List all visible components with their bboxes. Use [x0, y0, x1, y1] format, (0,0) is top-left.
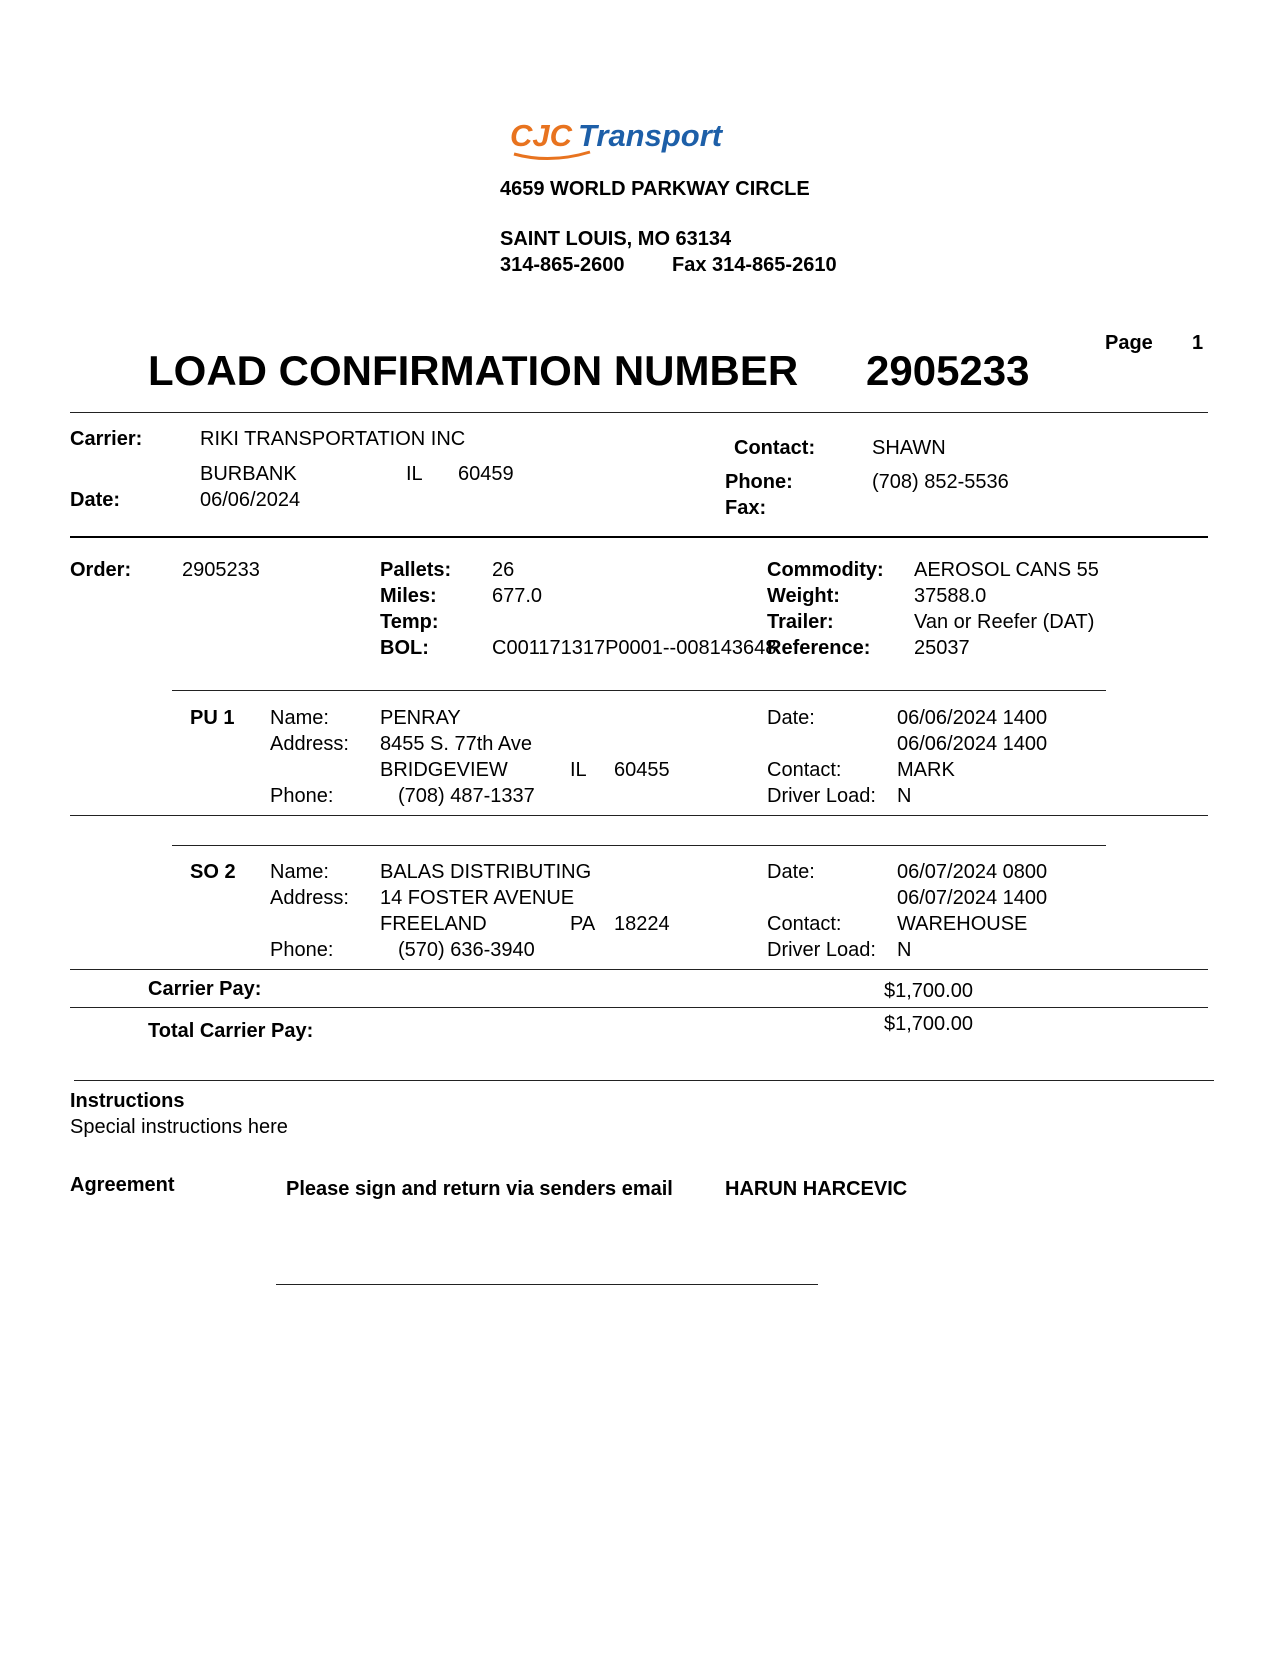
agreement-signer: HARUN HARCEVIC	[725, 1178, 908, 1200]
divider-stop1-top	[172, 690, 1106, 691]
divider-stop2-top	[172, 845, 1106, 846]
stop-city: BRIDGEVIEW	[380, 759, 508, 781]
divider-header	[70, 412, 1208, 413]
company-phone: 314-865-2600	[500, 254, 625, 276]
pallets-value: 26	[492, 559, 515, 581]
carrier-fax-label: Fax:	[725, 497, 767, 519]
reference-label: Reference:	[767, 637, 871, 659]
bol-value: C001171317P0001--008143648	[492, 637, 777, 659]
agreement-label: Agreement	[70, 1174, 175, 1196]
bol-label: BOL:	[380, 637, 429, 659]
stop-name-label: Name:	[270, 707, 329, 729]
instructions-label: Instructions	[70, 1090, 185, 1112]
stop-name-label: Name:	[270, 861, 329, 883]
carrier-pay-label: Carrier Pay:	[148, 978, 262, 1000]
divider-stop2-bottom	[70, 969, 1208, 970]
page-number: 1	[1192, 332, 1204, 354]
carrier-contact: SHAWN	[872, 437, 946, 459]
company-logo	[510, 116, 810, 168]
stop-phone-label: Phone:	[270, 785, 334, 807]
stop-driver-load: N	[897, 939, 912, 961]
weight-value: 37588.0	[914, 585, 987, 607]
stop-code: SO 2	[190, 861, 236, 883]
stop-date-2: 06/06/2024 1400	[897, 733, 1048, 755]
document-title: LOAD CONFIRMATION NUMBER	[148, 347, 799, 394]
stop-phone: (570) 636-3940	[398, 939, 535, 961]
divider-instructions	[74, 1080, 1214, 1081]
carrier-state: IL	[406, 463, 423, 485]
stop-name: PENRAY	[380, 707, 461, 729]
company-address-line1: 4659 WORLD PARKWAY CIRCLE	[500, 178, 810, 200]
signature-line	[276, 1284, 818, 1285]
carrier-date-label: Date:	[70, 489, 121, 511]
carrier-phone-label: Phone:	[725, 471, 793, 493]
stop-driver-load-label: Driver Load:	[767, 785, 876, 807]
carrier-phone: (708) 852-5536	[872, 471, 1009, 493]
stop-date-1: 06/06/2024 1400	[897, 707, 1048, 729]
stop-driver-load-label: Driver Load:	[767, 939, 876, 961]
stop-city: FREELAND	[380, 913, 487, 935]
miles-value: 677.0	[492, 585, 543, 607]
stop-contact: MARK	[897, 759, 955, 781]
divider-carrier	[70, 536, 1208, 538]
carrier-city: BURBANK	[200, 463, 297, 485]
stop-phone-label: Phone:	[270, 939, 334, 961]
divider-pay	[70, 1007, 1208, 1008]
commodity-value: AEROSOL CANS 55	[914, 559, 1099, 581]
stop-zip: 60455	[614, 759, 670, 781]
temp-label: Temp:	[380, 611, 439, 633]
stop-name: BALAS DISTRIBUTING	[380, 861, 592, 883]
stop-code: PU 1	[190, 707, 235, 729]
carrier-contact-label: Contact:	[734, 437, 816, 459]
company-address-line2: SAINT LOUIS, MO 63134	[500, 228, 732, 250]
company-fax: Fax 314-865-2610	[672, 254, 837, 276]
carrier-pay-amount: $1,700.00	[884, 980, 973, 1002]
stop-driver-load: N	[897, 785, 912, 807]
stop-address-label: Address:	[270, 733, 349, 755]
stop-phone: (708) 487-1337	[398, 785, 535, 807]
stop-state: PA	[570, 913, 596, 935]
carrier-date: 06/06/2024	[200, 489, 301, 511]
stop-contact: WAREHOUSE	[897, 913, 1028, 935]
total-carrier-pay-amount: $1,700.00	[884, 1013, 973, 1035]
trailer-label: Trailer:	[767, 611, 834, 633]
stop-zip: 18224	[614, 913, 670, 935]
stop-date-2: 06/07/2024 1400	[897, 887, 1048, 909]
stop-contact-label: Contact:	[767, 759, 842, 781]
divider-stop1-bottom	[70, 815, 1208, 816]
stop-date-label: Date:	[767, 707, 815, 729]
agreement-text: Please sign and return via senders email	[286, 1178, 673, 1200]
logo-text-transport: Transport	[578, 118, 723, 153]
order-label: Order:	[70, 559, 132, 581]
page-label: Page	[1105, 332, 1153, 354]
stop-address-label: Address:	[270, 887, 349, 909]
miles-label: Miles:	[380, 585, 437, 607]
stop-state: IL	[570, 759, 587, 781]
carrier-name: RIKI TRANSPORTATION INC	[200, 428, 466, 450]
stop-date-1: 06/07/2024 0800	[897, 861, 1048, 883]
stop-address: 14 FOSTER AVENUE	[380, 887, 575, 909]
commodity-label: Commodity:	[767, 559, 884, 581]
load-number: 2905233	[866, 347, 1030, 394]
trailer-value: Van or Reefer (DAT)	[914, 611, 1095, 633]
instructions-text: Special instructions here	[70, 1116, 288, 1138]
stop-date-label: Date:	[767, 861, 815, 883]
carrier-label: Carrier:	[70, 428, 143, 450]
weight-label: Weight:	[767, 585, 840, 607]
total-carrier-pay-label: Total Carrier Pay:	[148, 1020, 314, 1042]
stop-contact-label: Contact:	[767, 913, 842, 935]
pallets-label: Pallets:	[380, 559, 452, 581]
carrier-zip: 60459	[458, 463, 514, 485]
logo-text-cjc: CJC	[510, 118, 573, 153]
stop-address: 8455 S. 77th Ave	[380, 733, 532, 755]
order-number: 2905233	[182, 559, 260, 581]
reference-value: 25037	[914, 637, 970, 659]
